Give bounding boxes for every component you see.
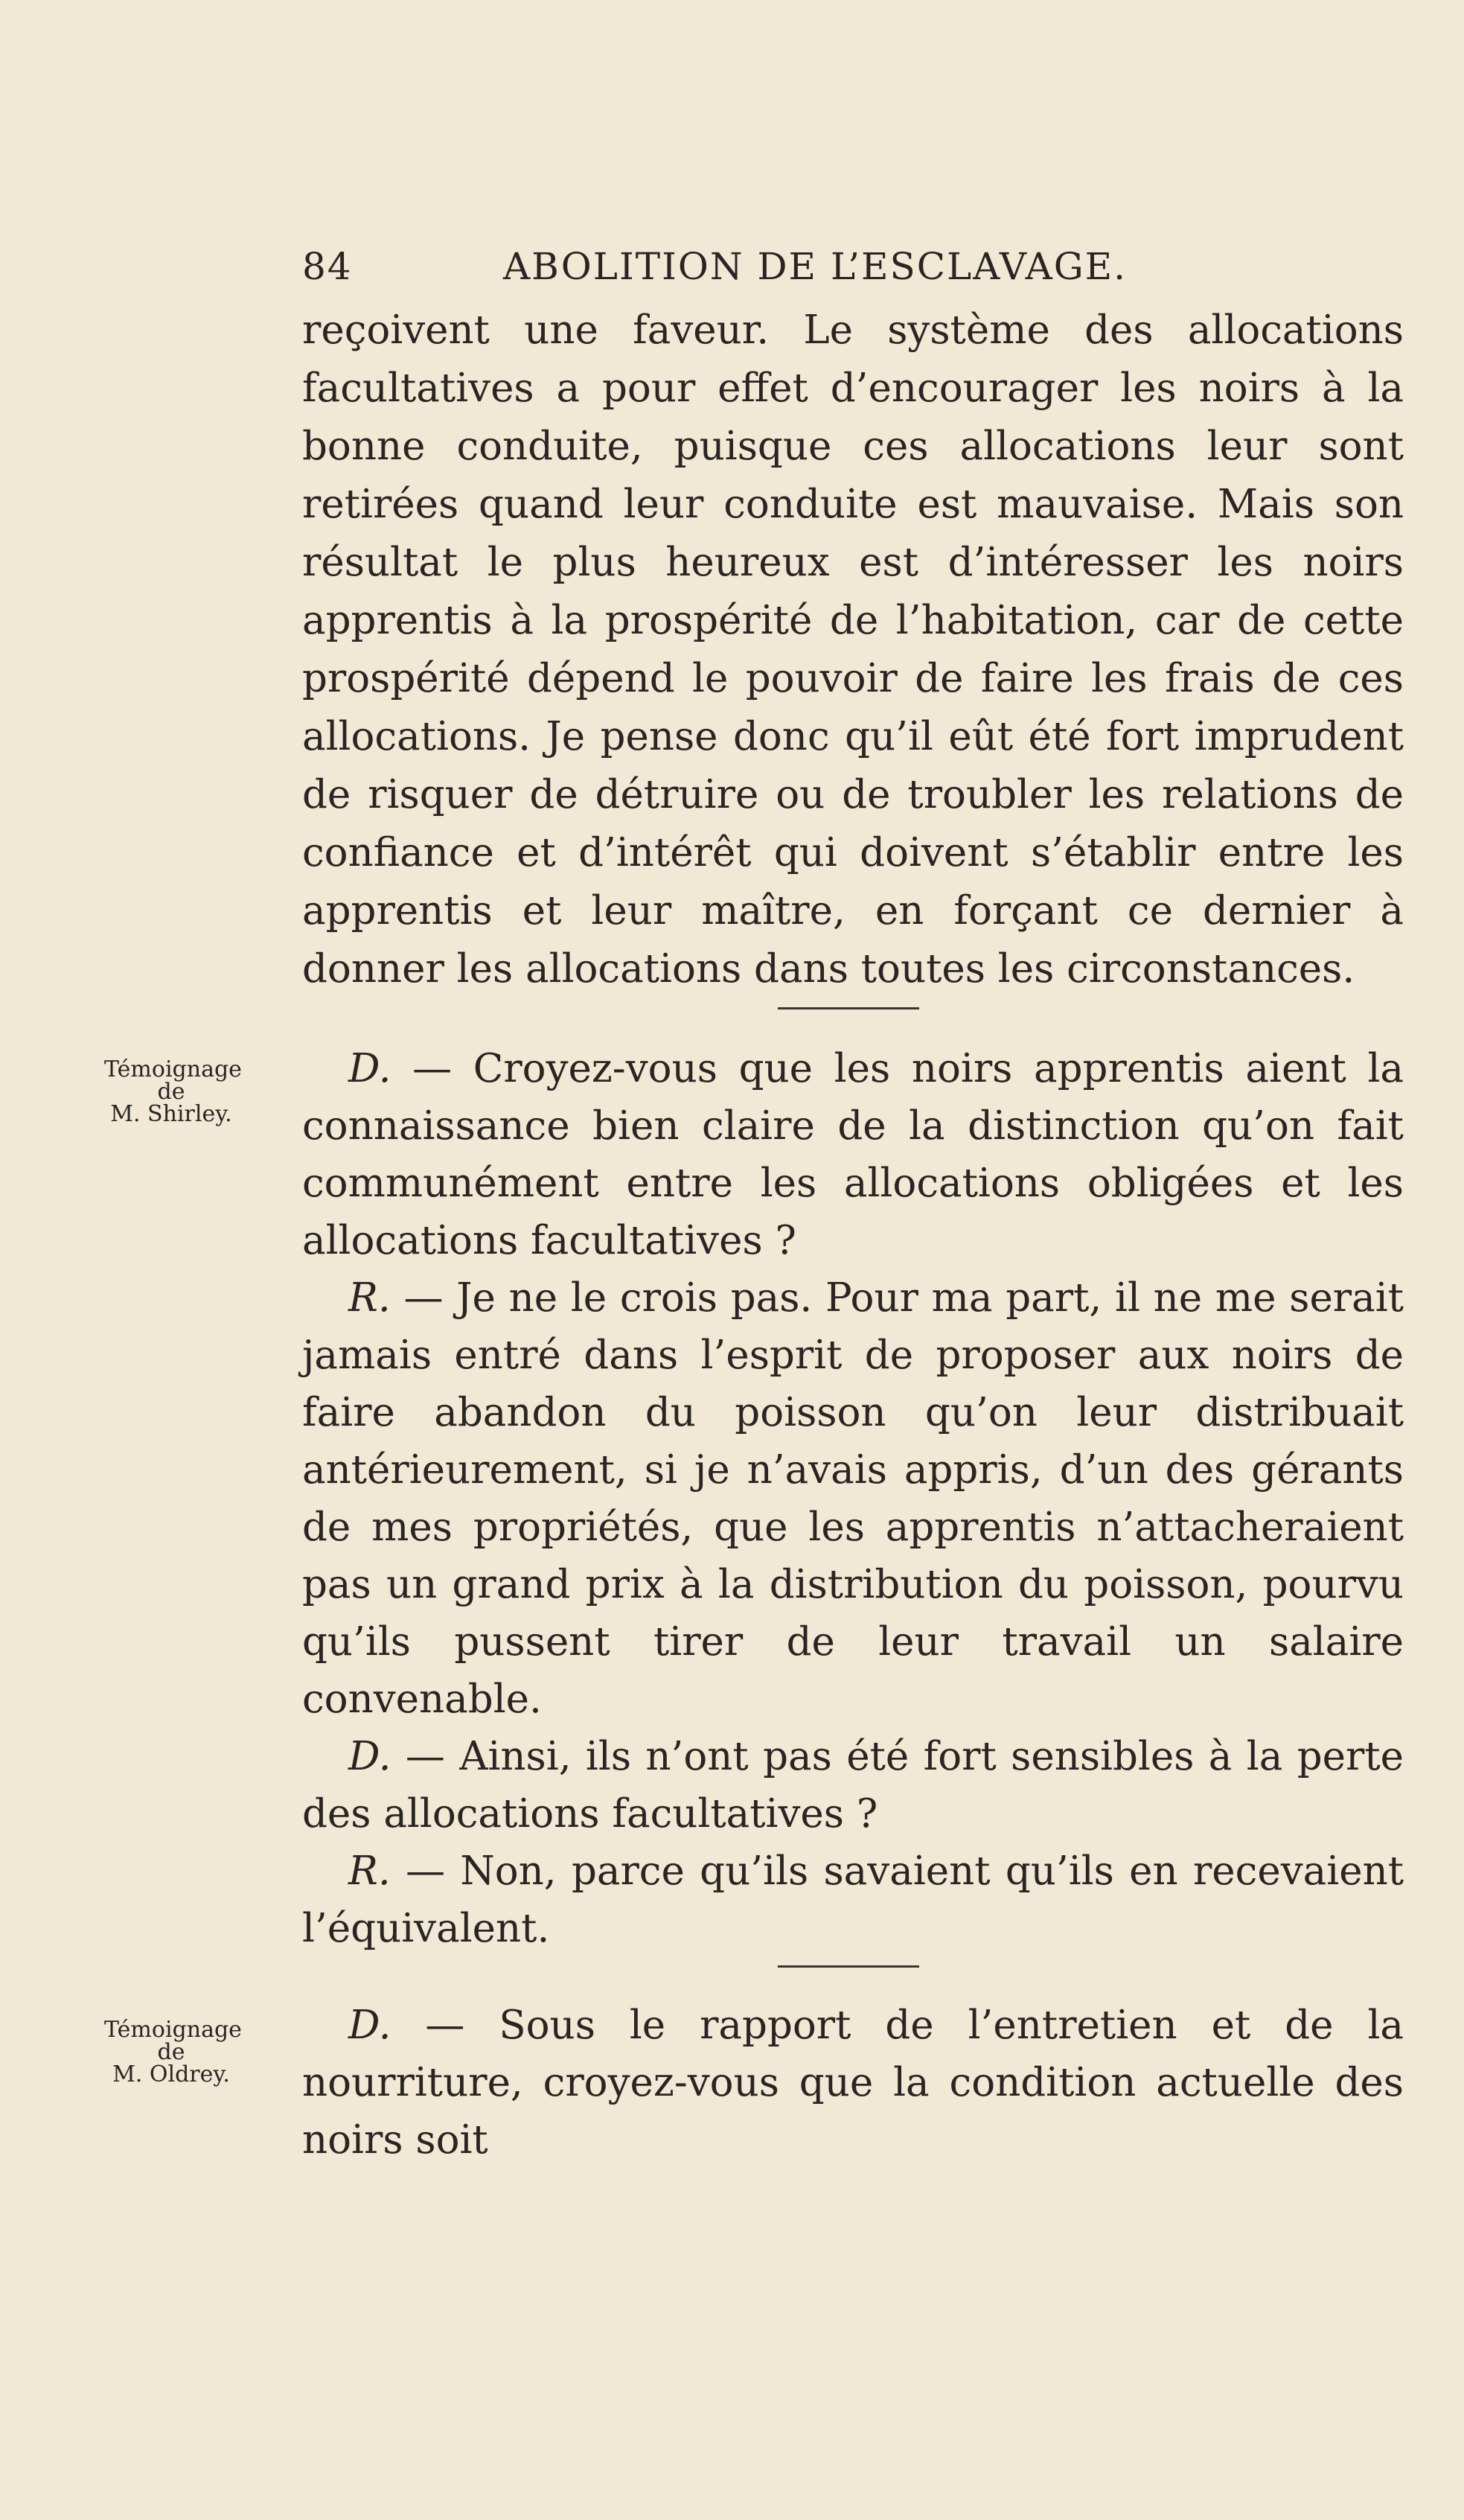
question-paragraph — [302, 1728, 1404, 1843]
question-paragraph — [302, 1997, 1404, 2169]
answer-paragraph — [302, 1269, 1404, 1728]
question-marker: D. — [348, 1734, 391, 1779]
oldrey-testimony — [302, 1997, 1404, 2169]
margin-note-witness: M. Oldrey. — [112, 2061, 230, 2087]
margin-note-oldrey — [104, 2017, 242, 2087]
section-divider — [778, 1007, 919, 1009]
question-marker: D. — [348, 1046, 391, 1091]
question-text: — Sous le rapport de l’entretien et de la nourriture, croyez-vous que la condition actuelle des noirs soit — [302, 2003, 1404, 2163]
intro-paragraph: reçoivent une faveur. Le système des allocations facultatives a pour effet d’encourager les noirs à la bonne conduite, puisque ces allocations leur sont retirées quand leur conduite est mauvaise. Mais son résultat le plus heureux est d’intéresser les noirs apprentis à la prospérité de l’habitation, car de cette prospérité dépend le pouvoir de faire les frais de ces allocations. Je pense donc qu’il eût été fort imprudent de risquer de détruire ou de troubler les relations de confiance et d’intérêt qui doivent s’établir entre les apprentis et leur maître, en forçant ce dernier à donner les allocations dans toutes les circonstances. — [302, 307, 1404, 992]
page-number: 84 — [302, 245, 353, 288]
margin-note-connector: de — [157, 2039, 185, 2065]
question-text: — Ainsi, ils n’ont pas été fort sensibles à la perte des allocations facultatives ? — [302, 1734, 1404, 1837]
margin-note-label: Témoignage — [104, 2017, 242, 2043]
page-header — [302, 237, 1244, 296]
margin-note-shirley — [104, 1056, 242, 1127]
question-text: — Croyez-vous que les noirs apprentis aient la connaissance bien claire de la distinction qu’on fait communément entre les allocations obligées et les allocations facultatives ? — [302, 1046, 1404, 1263]
section-divider — [778, 1965, 919, 1968]
answer-text: — Non, parce qu’ils savaient qu’ils en recevaient l’équivalent. — [302, 1848, 1404, 1951]
answer-marker: R. — [348, 1275, 391, 1321]
question-marker: D. — [348, 2003, 391, 2048]
shirley-testimony — [302, 1040, 1404, 1957]
question-paragraph — [302, 1040, 1404, 1269]
margin-note-label: Témoignage — [104, 1056, 242, 1082]
answer-marker: R. — [348, 1848, 391, 1894]
margin-note-witness: M. Shirley. — [110, 1101, 232, 1127]
running-title: ABOLITION DE L’ESCLAVAGE. — [503, 245, 1128, 288]
answer-paragraph — [302, 1843, 1404, 1957]
margin-note-connector: de — [157, 1079, 185, 1105]
answer-text: — Je ne le crois pas. Pour ma part, il ne me serait jamais entré dans l’esprit de proposer aux noirs de faire abandon du poisson qu’on leur distribuait antérieurement, si je n’avais appris, d’un des gérants de mes propriétés, que les apprentis n’attacheraient pas un grand prix à la distribution du poisson, pourvu qu’ils pussent tirer de leur travail un salaire convenable. — [302, 1275, 1404, 1722]
